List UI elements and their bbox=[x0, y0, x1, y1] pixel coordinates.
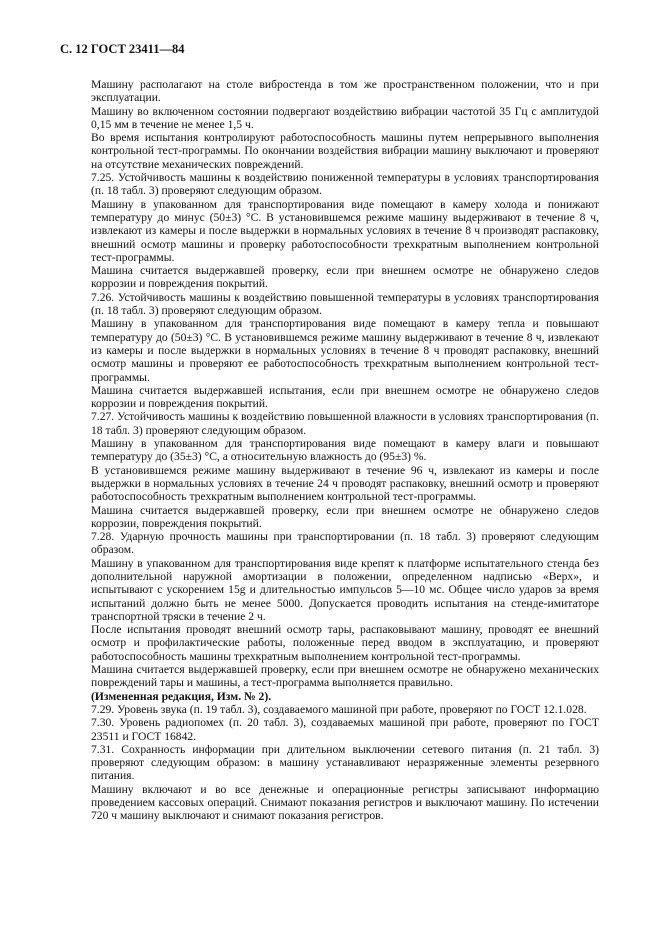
document-body bbox=[91, 78, 599, 823]
paragraph: Машина считается выдержавшей испытания, если при внешнем осмотре не обнаружено следов коррозии и повреждения покрытий. bbox=[91, 383, 599, 411]
paragraph: Машина считается выдержавшей проверку, если при внешнем осмотре не обнаружено следов коррозии, повреждения покрытий. bbox=[91, 503, 599, 530]
paragraph: Машина считается выдержавшей проверку, если при внешнем осмотре не обнаружено механических повреждений тары и машины, а тест-программа выполняется правильно. bbox=[91, 663, 599, 690]
paragraph: Машину в упакованном для транспортирования виде крепят к платформе испытательного стенда без дополнительной наружной амортизации в положении, определенном надписью «Верх», и испытывают с ускорением 15g и длительностью импульсов 5—10 мс. Общее число ударов за время испытаний должно быть не менее 5000. Допускается проводить испытания на стенде-имитаторе транспортной тряски в течение 2 ч. bbox=[91, 556, 599, 623]
paragraph-7-31: 7.31. Сохранность информации при длительном выключении сетевого питания (п. 21 табл. 3) проверяют следующим образом: в машину устанавливают неразряженные элементы резервного питания. bbox=[91, 742, 599, 783]
paragraph-7-25: 7.25. Устойчивость машины к воздействию пониженной температуры в условиях транспортирования (п. 18 табл. 3) проверяют следующим образом. bbox=[91, 171, 599, 198]
paragraph: Машину включают и во все денежные и операционные регистры записывают информацию проведением кассовых операций. Снимают показания регистров и выключают машину. По истечении 720 ч машину выключают и снимают показания регистров. bbox=[91, 782, 599, 823]
paragraph: Машину в упакованном для транспортирования виде помещают в камеру холода и понижают температуру до минус (50±3) °С. В установившемся режиме машину выдерживают в течение 8 ч, извлекают из камеры и после выдержки в нормальных условиях в течение 8 ч производят распаковку, внешний осмотр машины и проверку работоспособности трехкратным выполнением контрольной тест-программы. bbox=[91, 197, 599, 264]
paragraph: Машину в упакованном для транспортирования виде помещают в камеру тепла и повышают температуру до (50±3) °С. В установившемся режиме машину выдерживают в течение 8 ч, извлекают из камеры и после выдержки в нормальных условиях в течение 8 ч проводят распаковку, внешний осмотр машины и проверяют ее работоспособность трехкратным выполнением контрольной тест-программы. bbox=[91, 317, 599, 384]
paragraph-7-28: 7.28. Ударную прочность машины при транспортировании (п. 18 табл. 3) проверяют следующим образом. bbox=[91, 530, 599, 557]
paragraph: В установившемся режиме машину выдерживают в течение 96 ч, извлекают из камеры и после выдержки в нормальных условиях в течение 24 ч проводят распаковку, внешний осмотр и проверяют работоспособность трехкратным выполнением контрольной тест-программы. bbox=[91, 463, 599, 504]
paragraph: Во время испытания контролируют работоспособность машины путем непрерывного выполнения контрольной тест-программы. По окончании воздействия вибрации машину выключают и проверяют на отсутствие механических повреждений. bbox=[91, 131, 599, 171]
amendment-note: (Измененная редакция, Изм. № 2). bbox=[91, 689, 272, 703]
paragraph-7-30: 7.30. Уровень радиопомех (п. 20 табл. 3), создаваемых машиной при работе, проверяют по ГОСТ 23511 и ГОСТ 16842. bbox=[91, 716, 599, 743]
paragraph: Машину во включенном состоянии подвергают воздействию вибрации частотой 35 Гц с амплитудой 0,15 мм в течение не менее 1,5 ч. bbox=[91, 104, 599, 131]
paragraph-7-27: 7.27. Устойчивость машины к воздействию повышенной влажности в условиях транспортирования (п. 18 табл. 3) проверяют следующим образом. bbox=[91, 410, 599, 437]
paragraph: Машину в упакованном для транспортирования виде помещают в камеру влаги и повышают температуру до (35±3) °С, а относительную влажность до (95±3) %. bbox=[91, 437, 599, 464]
paragraph-7-29: 7.29. Уровень звука (п. 19 табл. 3), создаваемого машиной при работе, проверяют по ГОСТ 12.1.028. bbox=[91, 702, 587, 716]
paragraph: Машину располагают на столе вибростенда в том же пространственном положении, что и при эксплуатации. bbox=[91, 78, 599, 105]
page-header: С. 12 ГОСТ 23411—84 bbox=[60, 42, 185, 56]
paragraph: Машина считается выдержавшей проверку, если при внешнем осмотре не обнаружено следов коррозии и повреждения покрытий. bbox=[91, 264, 599, 291]
paragraph: После испытания проводят внешний осмотр тары, распаковывают машину, проводят ее внешний осмотр и профилактические работы, положенные перед вводом в эксплуатацию, и проверяют работоспособность машины трехкратным выполнением контрольной тест-программы. bbox=[91, 623, 599, 663]
paragraph-7-26: 7.26. Устойчивость машины к воздействию повышенной температуры в условиях транспортирования (п. 18 табл. 3) проверяют следующим образом. bbox=[91, 290, 599, 318]
